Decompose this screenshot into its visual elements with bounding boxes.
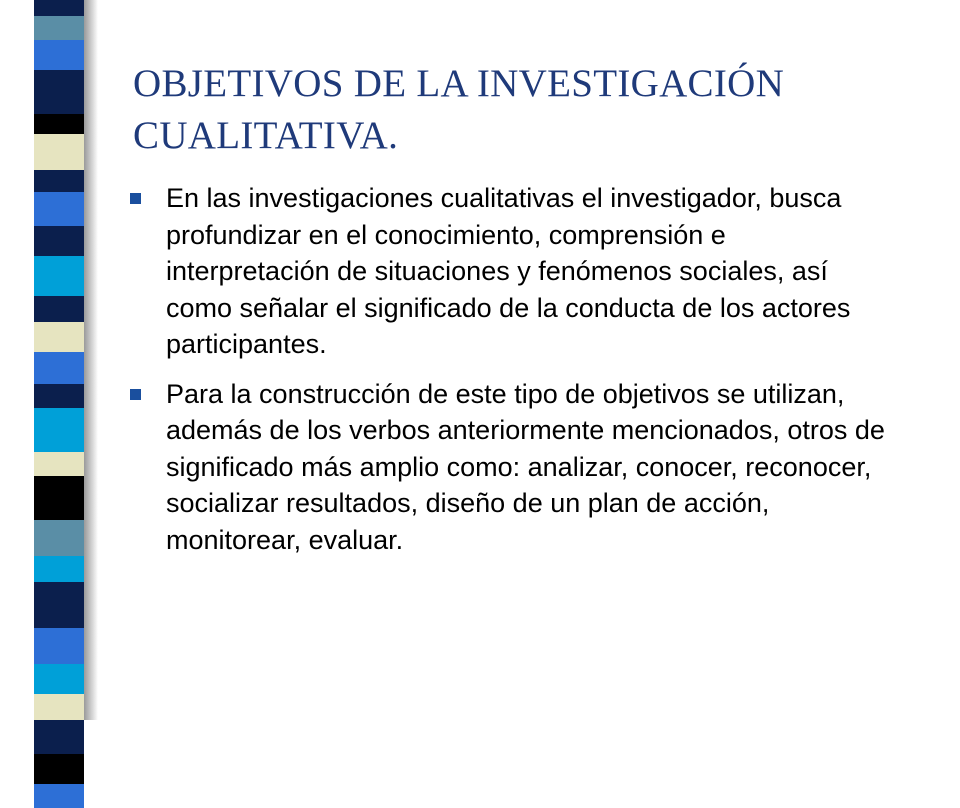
- strip-block: [34, 322, 84, 352]
- bullet-text: Para la construcción de este tipo de objetivos se utilizan, además de los verbos anteriormente mencionados, otros de significado más amplio como: analizar, conocer, reconocer, socializar resultados, diseño de un plan de acción, monitorear, evaluar.: [166, 378, 885, 555]
- strip-block: [34, 556, 84, 582]
- strip-block: [34, 520, 84, 556]
- strip-block: [34, 0, 84, 16]
- strip-block: [34, 784, 84, 808]
- strip-block: [34, 16, 84, 40]
- strip-block: [34, 296, 84, 322]
- strip-block: [34, 754, 84, 784]
- strip-block: [34, 452, 84, 476]
- strip-block: [34, 256, 84, 296]
- strip-block: [34, 582, 84, 628]
- bullet-item: [128, 180, 888, 363]
- strip-block: [34, 408, 84, 452]
- strip-block: [34, 170, 84, 192]
- strip-block: [34, 192, 84, 226]
- bullet-text: En las investigaciones cualitativas el investigador, busca profundizar en el conocimiento, comprensión e interpretación de situaciones y fenómenos sociales, así como señalar el significado de la conducta de los actores participantes.: [166, 183, 851, 359]
- strip-block: [34, 226, 84, 256]
- strip-block: [34, 720, 84, 754]
- strip-block: [34, 134, 84, 170]
- strip-block: [34, 352, 84, 384]
- bullet-list: [128, 180, 888, 571]
- decorative-strip-shadow: [84, 0, 98, 720]
- slide-title: OBJETIVOS DE LA INVESTIGACIÓN CUALITATIVA.: [133, 62, 785, 157]
- strip-block: [34, 628, 84, 664]
- square-bullet-icon: [130, 193, 141, 204]
- strip-block: [34, 664, 84, 694]
- strip-block: [34, 40, 84, 70]
- strip-block: [34, 694, 84, 720]
- strip-block: [34, 114, 84, 134]
- square-bullet-icon: [130, 389, 141, 400]
- strip-block: [34, 476, 84, 520]
- bullet-item: [128, 376, 888, 559]
- strip-block: [34, 384, 84, 408]
- decorative-color-strip: [34, 0, 84, 720]
- strip-block: [34, 70, 84, 114]
